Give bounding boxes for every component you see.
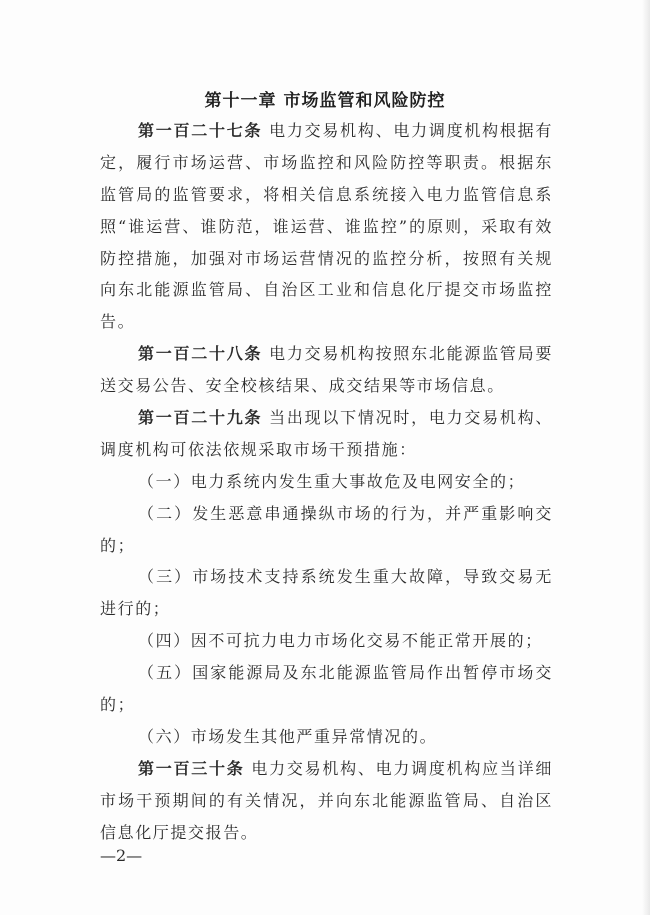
line-text: 调度机构可依法依规采取市场干预措施： bbox=[100, 439, 417, 459]
page-edge-shadow bbox=[642, 0, 650, 915]
line-text: 市场干预期间的有关情况，并向东北能源监管局、自治区 bbox=[100, 790, 553, 810]
line-text: 监管局的监管要求，将相关信息系统接入电力监管信息系 bbox=[100, 184, 553, 204]
text-line bbox=[100, 817, 553, 849]
text-line bbox=[100, 689, 553, 721]
text-line bbox=[100, 274, 553, 306]
line-text: 告。 bbox=[100, 312, 136, 332]
line-text: 进行的； bbox=[100, 599, 171, 619]
text-line bbox=[100, 593, 553, 625]
text-line bbox=[100, 370, 553, 402]
text-line bbox=[100, 530, 553, 562]
line-text: 当出现以下情况时，电力交易机构、 bbox=[269, 408, 553, 428]
page-number: —2— bbox=[100, 846, 143, 865]
line-text: （六）市场发生其他严重异常情况的。 bbox=[138, 726, 438, 746]
line-text: 的； bbox=[100, 535, 136, 555]
line-text: 定，履行市场运营、市场监控和风险防控等职责。根据东 bbox=[100, 152, 553, 172]
line-text: 电力交易机构、电力调度机构根据有 bbox=[269, 121, 553, 140]
text-line bbox=[100, 243, 553, 275]
text-line bbox=[100, 466, 553, 498]
document-body bbox=[100, 115, 553, 848]
line-text: （四）因不可抗力电力市场化交易不能正常开展的； bbox=[138, 631, 543, 651]
article-number: 第一百二十九条 bbox=[138, 408, 263, 428]
line-text: 送交易公告、安全校核结果、成交结果等市场信息。 bbox=[100, 376, 505, 396]
line-text: （二）发生恶意串通操纵市场的行为，并严重影响交 bbox=[138, 503, 553, 523]
text-line bbox=[100, 211, 553, 243]
text-line bbox=[100, 753, 553, 785]
text-line bbox=[100, 625, 553, 657]
text-line bbox=[100, 115, 553, 147]
text-line bbox=[100, 147, 553, 179]
text-line bbox=[100, 561, 553, 593]
text-line bbox=[100, 657, 553, 689]
line-text: 向东北能源监管局、自治区工业和信息化厅提交市场监控 bbox=[100, 280, 553, 300]
line-text: 照“谁运营、谁防范，谁运营、谁监控”的原则，采取有效 bbox=[100, 216, 553, 236]
text-line bbox=[100, 434, 553, 466]
article-number: 第一百二十七条 bbox=[138, 121, 263, 140]
text-line bbox=[100, 721, 553, 753]
article-number: 第一百三十条 bbox=[138, 758, 245, 778]
line-text: 电力交易机构按照东北能源监管局要 bbox=[269, 344, 553, 364]
line-text: （三）市场技术支持系统发生重大故障，导致交易无 bbox=[138, 567, 553, 587]
line-text: 防控措施，加强对市场运营情况的监控分析，按照有关规 bbox=[100, 248, 553, 268]
line-text: （五）国家能源局及东北能源监管局作出暂停市场交 bbox=[138, 663, 553, 683]
text-line bbox=[100, 179, 553, 211]
line-text: （一）电力系统内发生重大事故危及电网安全的； bbox=[138, 471, 526, 491]
chapter-title: 第十一章 市场监管和风险防控 bbox=[204, 91, 446, 111]
text-line bbox=[100, 306, 553, 338]
line-text: 的； bbox=[100, 695, 136, 715]
text-line bbox=[100, 338, 553, 370]
text-line bbox=[100, 402, 553, 434]
line-text: 电力交易机构、电力调度机构应当详细 bbox=[251, 758, 553, 778]
article-number: 第一百二十八条 bbox=[138, 344, 263, 364]
line-text: 信息化厅提交报告。 bbox=[100, 822, 259, 842]
text-line bbox=[100, 785, 553, 817]
text-line bbox=[100, 498, 553, 530]
